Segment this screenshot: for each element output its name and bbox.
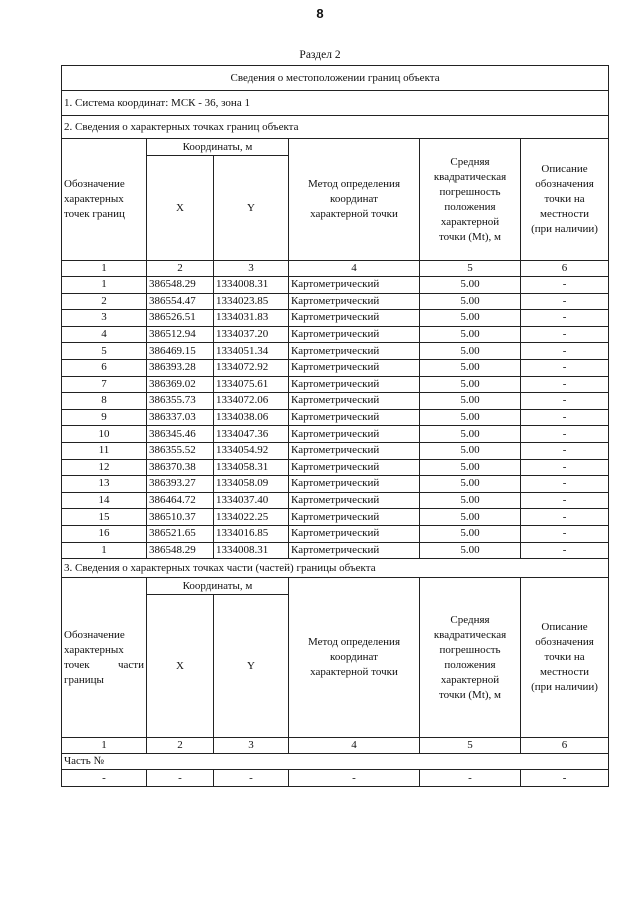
cell-point-id: 4 xyxy=(62,326,147,343)
cell-description: - xyxy=(521,376,609,393)
cell-description: - xyxy=(521,459,609,476)
table-row xyxy=(62,359,609,376)
header-method-line: характерной точки xyxy=(310,208,398,220)
header-error-line: Средняя xyxy=(450,155,490,168)
cell-point-id: 14 xyxy=(62,492,147,509)
table-row xyxy=(62,376,609,393)
cell-method: Картометрический xyxy=(289,310,420,327)
cell-coord-x: 386345.46 xyxy=(147,426,214,443)
header3-method xyxy=(289,578,420,738)
header3-desc-line: Описание xyxy=(541,621,588,634)
header-coords: Координаты, м xyxy=(147,139,289,156)
table-row xyxy=(62,492,609,509)
header-method-line: Метод определения xyxy=(307,178,401,190)
cell-description: - xyxy=(521,310,609,327)
part-cell: - xyxy=(420,770,521,787)
header3-method-line: характерной точки xyxy=(310,666,398,679)
header3-error-line: квадратическая xyxy=(433,628,507,641)
cell-coord-y: 1334022.25 xyxy=(214,509,289,526)
cell-description: - xyxy=(521,442,609,459)
table-row xyxy=(62,393,609,410)
cell-error-mt: 5.00 xyxy=(420,492,521,509)
header3-point-label-line: точек части xyxy=(64,658,144,671)
col-number: 3 xyxy=(214,738,289,754)
cell-point-id: 7 xyxy=(62,376,147,393)
header3-desc-line: местности xyxy=(540,666,590,679)
cell-method: Картометрический xyxy=(289,393,420,410)
cell-error-mt: 5.00 xyxy=(420,459,521,476)
cell-coord-x: 386510.37 xyxy=(147,509,214,526)
cell-coord-x: 386526.51 xyxy=(147,310,214,327)
header-error-line: точки (Mt), м xyxy=(438,230,501,243)
cell-coord-y: 1334008.31 xyxy=(214,277,289,294)
header-desc-line: точки на xyxy=(544,193,585,205)
header-desc-line: (при наличии) xyxy=(531,223,598,235)
cell-point-id: 3 xyxy=(62,310,147,327)
header3-point-label xyxy=(62,578,147,738)
table-row xyxy=(62,343,609,360)
cell-coord-y: 1334038.06 xyxy=(214,409,289,426)
header3-y: Y xyxy=(214,595,289,738)
header3-method-line: координат xyxy=(330,651,378,664)
cell-method: Картометрический xyxy=(289,459,420,476)
cell-point-id: 6 xyxy=(62,359,147,376)
header-x: X xyxy=(147,156,214,261)
cell-error-mt: 5.00 xyxy=(420,376,521,393)
cell-method: Картометрический xyxy=(289,492,420,509)
cell-description: - xyxy=(521,509,609,526)
cell-coord-y: 1334037.20 xyxy=(214,326,289,343)
section-title: Раздел 2 xyxy=(299,49,341,61)
col-number: 2 xyxy=(147,738,214,754)
cell-coord-x: 386369.02 xyxy=(147,376,214,393)
cell-description: - xyxy=(521,476,609,493)
col-number: 1 xyxy=(62,738,147,754)
cell-description: - xyxy=(521,492,609,509)
cell-coord-y: 1334016.85 xyxy=(214,525,289,542)
cell-description: - xyxy=(521,393,609,410)
header3-x: X xyxy=(147,595,214,738)
cell-point-id: 16 xyxy=(62,525,147,542)
cell-coord-x: 386464.72 xyxy=(147,492,214,509)
cell-point-id: 5 xyxy=(62,343,147,360)
header-desc xyxy=(521,139,609,261)
header3-error-line: погрешность xyxy=(439,643,501,656)
header-desc-line: обозначения xyxy=(535,178,594,190)
cell-coord-x: 386512.94 xyxy=(147,326,214,343)
cell-method: Картометрический xyxy=(289,326,420,343)
cell-coord-y: 1334047.36 xyxy=(214,426,289,443)
header3-error-line: Средняя xyxy=(450,613,490,626)
cell-point-id: 1 xyxy=(62,277,147,294)
table-row xyxy=(62,459,609,476)
cell-description: - xyxy=(521,326,609,343)
table-row xyxy=(62,476,609,493)
cell-method: Картометрический xyxy=(289,476,420,493)
cell-error-mt: 5.00 xyxy=(420,476,521,493)
header-method-line: координат xyxy=(330,193,378,205)
cell-coord-x: 386370.38 xyxy=(147,459,214,476)
cell-coord-y: 1334072.06 xyxy=(214,393,289,410)
cell-error-mt: 5.00 xyxy=(420,509,521,526)
page-number: 8 xyxy=(316,6,324,21)
cell-coord-y: 1334037.40 xyxy=(214,492,289,509)
cell-error-mt: 5.00 xyxy=(420,293,521,310)
cell-point-id: 1 xyxy=(62,542,147,559)
col-number: 3 xyxy=(214,261,289,277)
section3-title: 3. Сведения о характерных точках части (частей) границы объекта xyxy=(62,559,609,578)
table-title: Сведения о местоположении границ объекта xyxy=(62,66,609,91)
header-y: Y xyxy=(214,156,289,261)
cell-method: Картометрический xyxy=(289,542,420,559)
cell-coord-x: 386337.03 xyxy=(147,409,214,426)
header-error-line: положения xyxy=(444,200,496,213)
cell-point-id: 2 xyxy=(62,293,147,310)
cell-error-mt: 5.00 xyxy=(420,442,521,459)
cell-point-id: 12 xyxy=(62,459,147,476)
col-number: 6 xyxy=(521,738,609,754)
cell-error-mt: 5.00 xyxy=(420,359,521,376)
table-row xyxy=(62,310,609,327)
header3-point-label-line: Обозначение xyxy=(64,628,125,641)
col-number: 4 xyxy=(289,738,420,754)
table-row xyxy=(62,426,609,443)
cell-point-id: 11 xyxy=(62,442,147,459)
cell-method: Картометрический xyxy=(289,293,420,310)
col-number: 6 xyxy=(521,261,609,277)
cell-error-mt: 5.00 xyxy=(420,393,521,410)
cell-coord-x: 386393.28 xyxy=(147,359,214,376)
table-row xyxy=(62,293,609,310)
header3-point-label-line: границы xyxy=(64,673,104,686)
cell-method: Картометрический xyxy=(289,409,420,426)
cell-coord-x: 386554.47 xyxy=(147,293,214,310)
part-cell: - xyxy=(214,770,289,787)
part-cell: - xyxy=(62,770,147,787)
cell-description: - xyxy=(521,409,609,426)
header-error xyxy=(420,139,521,261)
header3-desc-line: (при наличии) xyxy=(531,681,598,694)
header-error-line: квадратическая xyxy=(433,170,507,183)
header-point-label-line: Обозначение xyxy=(64,178,125,190)
cell-coord-x: 386548.29 xyxy=(147,542,214,559)
cell-point-id: 8 xyxy=(62,393,147,410)
header3-method-line: Метод определения xyxy=(307,636,401,649)
table-row xyxy=(62,326,609,343)
cell-error-mt: 5.00 xyxy=(420,310,521,327)
header-point-label xyxy=(62,139,147,261)
col-number: 2 xyxy=(147,261,214,277)
part-cell: - xyxy=(289,770,420,787)
cell-coord-y: 1334075.61 xyxy=(214,376,289,393)
cell-method: Картометрический xyxy=(289,525,420,542)
cell-method: Картометрический xyxy=(289,376,420,393)
cell-description: - xyxy=(521,359,609,376)
coord-system: 1. Система координат: МСК - 36, зона 1 xyxy=(62,91,609,116)
header-error-line: погрешность xyxy=(439,185,501,198)
table-row xyxy=(62,409,609,426)
header3-error xyxy=(420,578,521,738)
cell-method: Картометрический xyxy=(289,426,420,443)
header-point-label-line: характерных xyxy=(64,193,124,205)
col-numbers-row xyxy=(62,261,609,277)
cell-coord-y: 1334058.31 xyxy=(214,459,289,476)
cell-method: Картометрический xyxy=(289,277,420,294)
header3-error-line: характерной xyxy=(440,673,500,686)
table-row xyxy=(62,277,609,294)
col-number: 1 xyxy=(62,261,147,277)
cell-coord-y: 1334054.92 xyxy=(214,442,289,459)
cell-coord-y: 1334058.09 xyxy=(214,476,289,493)
cell-method: Картометрический xyxy=(289,343,420,360)
cell-coord-x: 386548.29 xyxy=(147,277,214,294)
table-row xyxy=(62,525,609,542)
header-point-label-line: точек границ xyxy=(64,208,125,220)
header3-coords: Координаты, м xyxy=(147,578,289,595)
cell-error-mt: 5.00 xyxy=(420,409,521,426)
cell-error-mt: 5.00 xyxy=(420,277,521,294)
cell-description: - xyxy=(521,293,609,310)
col-number: 5 xyxy=(420,261,521,277)
cell-coord-y: 1334031.83 xyxy=(214,310,289,327)
cell-description: - xyxy=(521,542,609,559)
cell-coord-x: 386355.52 xyxy=(147,442,214,459)
header3-desc-line: обозначения xyxy=(535,636,594,649)
table-row xyxy=(62,509,609,526)
cell-error-mt: 5.00 xyxy=(420,326,521,343)
header3-error-line: точки (Mt), м xyxy=(438,688,501,701)
cell-description: - xyxy=(521,343,609,360)
header-method xyxy=(289,139,420,261)
col-numbers-row-3 xyxy=(62,738,609,754)
header-error-line: характерной xyxy=(440,215,500,228)
cell-error-mt: 5.00 xyxy=(420,426,521,443)
part-label: Часть № xyxy=(62,754,609,770)
cell-error-mt: 5.00 xyxy=(420,525,521,542)
cell-coord-x: 386521.65 xyxy=(147,525,214,542)
header3-error-line: положения xyxy=(444,658,496,671)
cell-error-mt: 5.00 xyxy=(420,542,521,559)
cell-point-id: 13 xyxy=(62,476,147,493)
cell-coord-y: 1334008.31 xyxy=(214,542,289,559)
col-number: 5 xyxy=(420,738,521,754)
cell-method: Картометрический xyxy=(289,509,420,526)
cell-point-id: 15 xyxy=(62,509,147,526)
part-cell: - xyxy=(521,770,609,787)
header-desc-line: Описание xyxy=(541,163,588,175)
cell-coord-x: 386469.15 xyxy=(147,343,214,360)
boundary-table xyxy=(61,65,609,787)
cell-error-mt: 5.00 xyxy=(420,343,521,360)
cell-coord-x: 386393.27 xyxy=(147,476,214,493)
header3-desc xyxy=(521,578,609,738)
part-row xyxy=(62,770,609,787)
col-number: 4 xyxy=(289,261,420,277)
table-row xyxy=(62,442,609,459)
cell-coord-y: 1334023.85 xyxy=(214,293,289,310)
cell-description: - xyxy=(521,426,609,443)
cell-method: Картометрический xyxy=(289,442,420,459)
cell-description: - xyxy=(521,525,609,542)
table-row xyxy=(62,542,609,559)
cell-coord-x: 386355.73 xyxy=(147,393,214,410)
part-cell: - xyxy=(147,770,214,787)
header-desc-line: местности xyxy=(540,208,590,220)
cell-method: Картометрический xyxy=(289,359,420,376)
header3-desc-line: точки на xyxy=(544,651,585,664)
cell-coord-y: 1334051.34 xyxy=(214,343,289,360)
cell-point-id: 10 xyxy=(62,426,147,443)
section2-title: 2. Сведения о характерных точках границ объекта xyxy=(62,116,609,139)
cell-point-id: 9 xyxy=(62,409,147,426)
cell-description: - xyxy=(521,277,609,294)
header3-point-label-line: характерных xyxy=(64,643,124,656)
cell-coord-y: 1334072.92 xyxy=(214,359,289,376)
